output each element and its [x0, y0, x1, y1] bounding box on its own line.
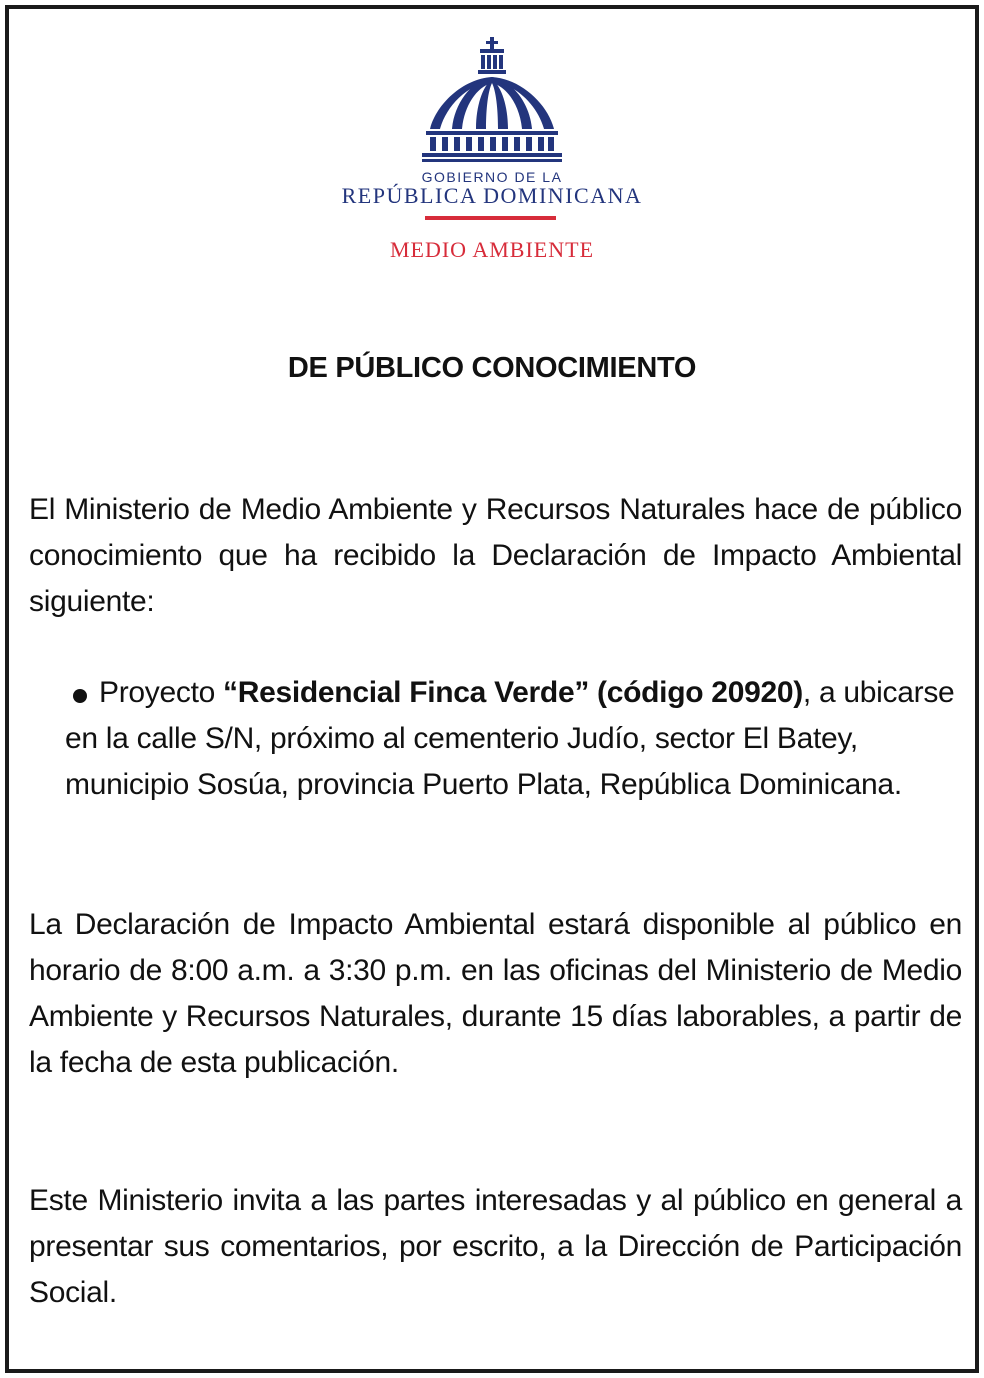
- government-label: GOBIERNO DE LA: [421, 169, 563, 185]
- capitol-dome-icon: [422, 37, 562, 165]
- notice-title: DE PÚBLICO CONOCIMIENTO: [287, 352, 697, 384]
- bullet-icon: [73, 689, 87, 703]
- availability-paragraph: La Declaración de Impacto Ambiental estará disponible al público en horario de 8:00 a.m. a 3:30 p.m. en las oficinas del Ministerio de Medio Ambiente y Recursos Naturales, durante 15 días laborables, a partir de la fecha de esta publicación.: [29, 908, 962, 1079]
- notice-frame: [5, 5, 979, 1373]
- project-bullet: [65, 670, 962, 808]
- divider-line: [425, 216, 556, 220]
- invitation-paragraph: Este Ministerio invita a las partes interesadas y al público en general a presentar sus comentarios, por escrito, a la Dirección de Participación Social.: [29, 1184, 962, 1309]
- project-prefix: Proyecto: [99, 676, 224, 709]
- project-location: , a ubicarse en la calle S/N, próximo al cementerio Judío, sector El Batey, municipio Sosúa, provincia Puerto Plata, República Dominicana.: [65, 676, 955, 801]
- intro-paragraph: El Ministerio de Medio Ambiente y Recursos Naturales hace de público conocimiento que ha recibido la Declaración de Impacto Ambiental siguiente:: [29, 493, 962, 618]
- project-name: “Residencial Finca Verde” (código 20920): [223, 676, 803, 709]
- country-label: REPÚBLICA DOMINICANA: [341, 183, 643, 208]
- ministry-label: MEDIO AMBIENTE: [389, 237, 595, 262]
- logo: [9, 37, 975, 165]
- project-bullet-text: [65, 670, 962, 808]
